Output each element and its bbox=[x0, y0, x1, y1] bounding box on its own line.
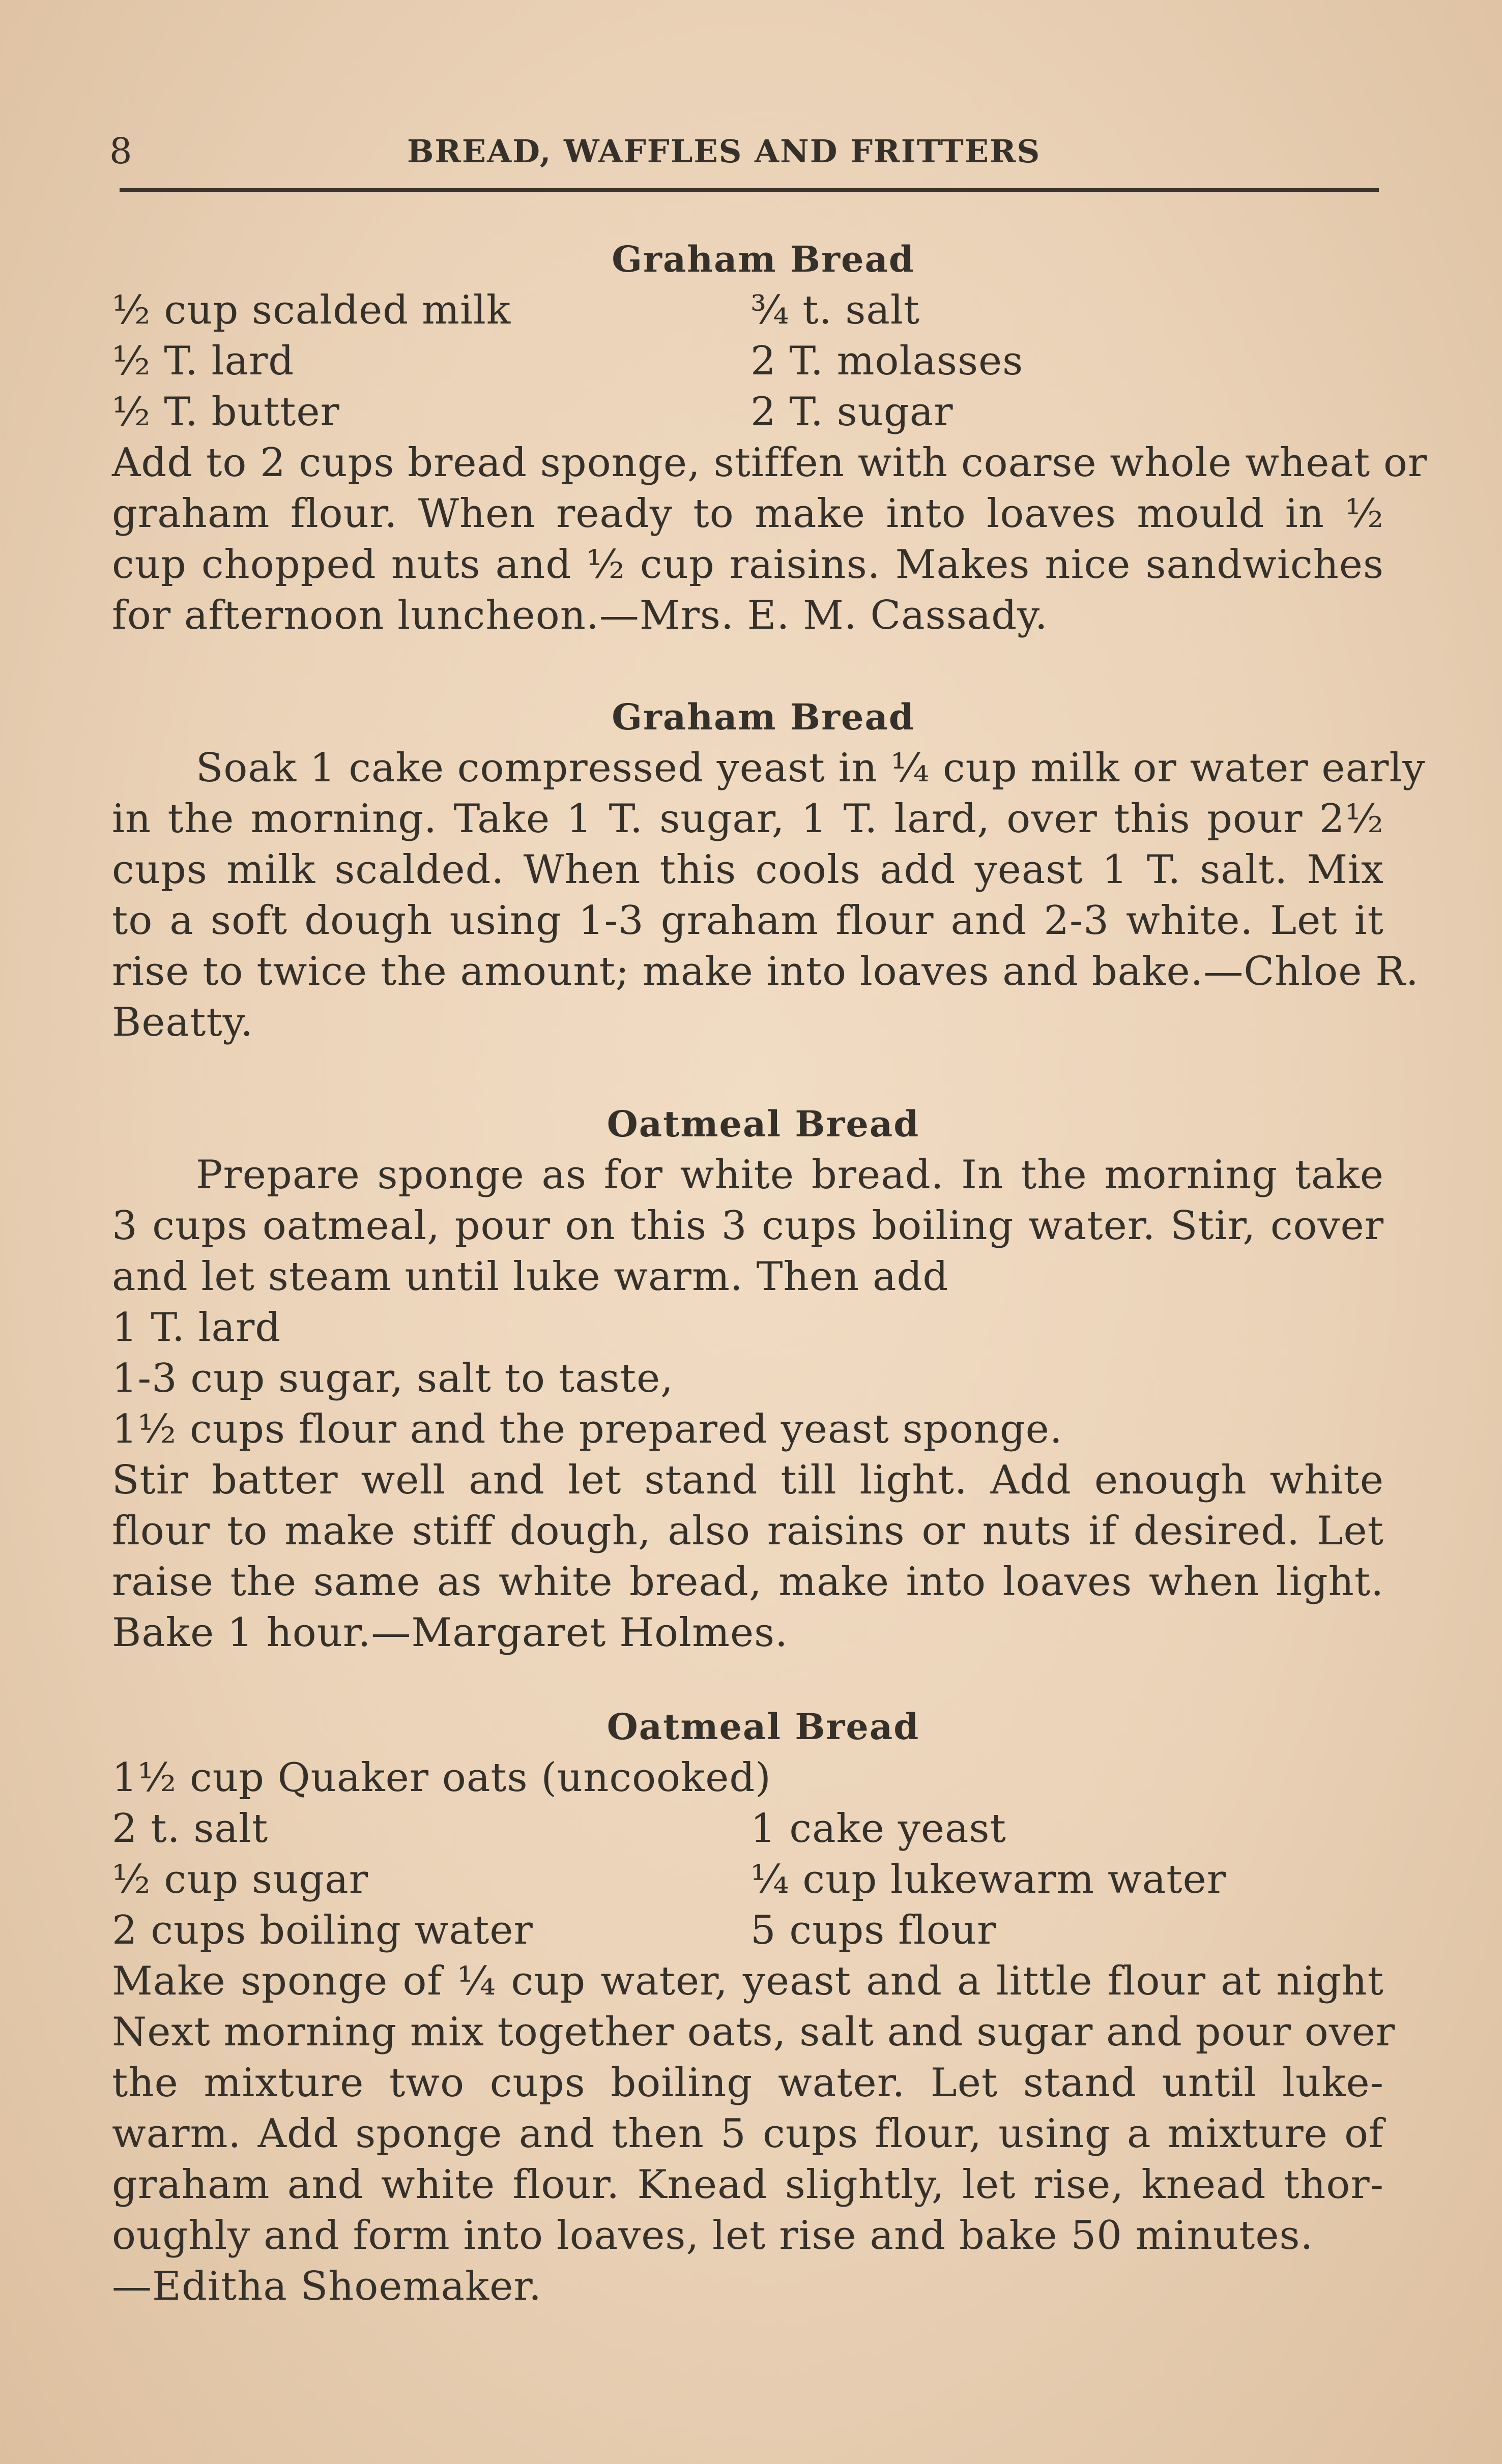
text-line: raise the same as white bread, make into loaves when light. bbox=[112, 1559, 1384, 1605]
recipe-title: Graham Bread bbox=[612, 696, 915, 738]
text-line: cups milk scalded. When this cools add yeast 1 T. salt. Mix bbox=[112, 847, 1384, 893]
ingredient: ½ T. lard bbox=[112, 338, 295, 384]
ingredient-row bbox=[112, 1803, 1384, 1854]
recipe-oatmeal-bread-2 bbox=[112, 1702, 1396, 2312]
text-line: for afternoon luncheon.—Mrs. E. M. Cassady. bbox=[112, 593, 1048, 638]
ingredient: 1½ cup Quaker oats (uncooked) bbox=[112, 1755, 771, 1801]
ingredient: ¾ t. salt bbox=[750, 287, 920, 333]
recipe-title: Oatmeal Bread bbox=[606, 1706, 920, 1748]
text-line: Beatty. bbox=[112, 1000, 254, 1045]
text-line: rise to twice the amount; make into loaves and bake.—Chloe R. bbox=[112, 949, 1419, 994]
ingredient: 2 t. salt bbox=[112, 1806, 269, 1852]
text-line: Stir batter well and let stand till light. Add enough white bbox=[112, 1457, 1384, 1503]
ingredient-row bbox=[112, 387, 1384, 437]
ingredient-row bbox=[112, 1905, 1384, 1956]
ingredient: 2 T. molasses bbox=[750, 338, 1024, 384]
text-line: 1 T. lard bbox=[112, 1305, 281, 1351]
recipe-oatmeal-bread-1 bbox=[112, 1099, 1384, 1658]
text-line: graham and white flour. Knead slightly, let rise, knead thor- bbox=[112, 2162, 1384, 2208]
header-rule bbox=[120, 188, 1379, 192]
ingredient: ½ T. butter bbox=[112, 389, 340, 435]
recipe-graham-bread-2 bbox=[112, 692, 1426, 1048]
ingredient: 1 cake yeast bbox=[750, 1806, 1006, 1852]
text-line: the mixture two cups boiling water. Let stand until luke- bbox=[112, 2060, 1384, 2106]
running-title: BREAD, WAFFLES AND FRITTERS bbox=[407, 133, 1041, 170]
ingredient-row bbox=[112, 1854, 1384, 1905]
ingredient-row bbox=[112, 336, 1384, 387]
text-line: in the morning. Take 1 T. sugar, 1 T. lard, over this pour 2½ bbox=[112, 796, 1384, 842]
text-line: graham flour. When ready to make into loaves mould in ½ bbox=[112, 491, 1384, 537]
text-line: 3 cups oatmeal, pour on this 3 cups boiling water. Stir, cover bbox=[112, 1203, 1384, 1249]
text-line: cup chopped nuts and ½ cup raisins. Makes nice sandwiches bbox=[112, 542, 1384, 588]
recipe-title: Graham Bread bbox=[612, 238, 915, 280]
text-line: Add to 2 cups bread sponge, stiffen with coarse whole wheat or bbox=[112, 440, 1428, 486]
text-line: and let steam until luke warm. Then add bbox=[112, 1254, 949, 1300]
ingredient: ¼ cup lukewarm water bbox=[750, 1857, 1227, 1902]
ingredient: 2 cups boiling water bbox=[112, 1908, 533, 1953]
text-line: to a soft dough using 1-3 graham flour and 2-3 white. Let it bbox=[112, 898, 1384, 944]
text-line: Next morning mix together oats, salt and sugar and pour over bbox=[112, 2009, 1396, 2055]
text-line: 1½ cups flour and the prepared yeast sponge. bbox=[112, 1406, 1063, 1452]
text-line: oughly and form into loaves, let rise and bake 50 minutes. bbox=[112, 2213, 1314, 2258]
ingredient: ½ cup scalded milk bbox=[112, 287, 511, 333]
text-line: Soak 1 cake compressed yeast in ¼ cup milk or water early bbox=[196, 745, 1426, 791]
text-line: —Editha Shoemaker. bbox=[112, 2264, 542, 2309]
text-line: Bake 1 hour.—Margaret Holmes. bbox=[112, 1610, 788, 1656]
text-line: 1-3 cup sugar, salt to taste, bbox=[112, 1356, 674, 1401]
recipe-title: Oatmeal Bread bbox=[606, 1103, 920, 1145]
text-line: flour to make stiff dough, also raisins or nuts if desired. Let bbox=[112, 1508, 1384, 1554]
text-line: Make sponge of ¼ cup water, yeast and a little flour at night bbox=[112, 1958, 1384, 2004]
ingredient: 5 cups flour bbox=[750, 1908, 997, 1953]
recipe-graham-bread-1 bbox=[112, 234, 1428, 641]
text-line: warm. Add sponge and then 5 cups flour, using a mixture of bbox=[112, 2111, 1384, 2157]
ingredient-row bbox=[112, 285, 1384, 336]
page-number: 8 bbox=[109, 130, 132, 172]
ingredient: ½ cup sugar bbox=[112, 1857, 369, 1902]
ingredient: 2 T. sugar bbox=[750, 389, 954, 435]
text-line: Prepare sponge as for white bread. In the morning take bbox=[196, 1152, 1384, 1198]
